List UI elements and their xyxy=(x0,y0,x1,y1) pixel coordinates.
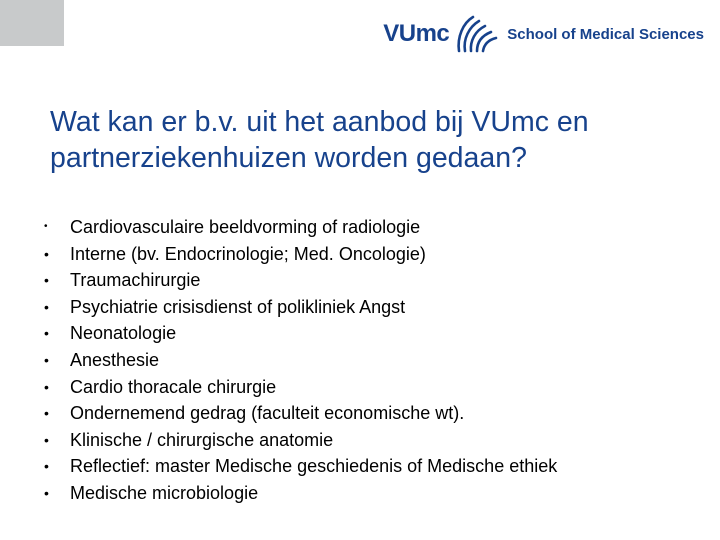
bullet-icon: • xyxy=(44,245,49,262)
list-item-text: Cardiovasculaire beeldvorming of radiologie xyxy=(70,217,421,237)
vumc-swirl-logo-icon xyxy=(453,11,499,57)
list-item xyxy=(42,294,702,321)
list-item-text: Cardio thoracale chirurgie xyxy=(70,376,277,397)
logo-school-text: School of Medical Sciences xyxy=(507,25,704,43)
list-item xyxy=(42,453,702,480)
bullet-icon: • xyxy=(44,458,49,475)
bullet-list xyxy=(42,214,702,507)
list-item-text: Reflectief: master Medische geschiedenis of Medische ethiek xyxy=(70,456,558,477)
logo-brand-text: VUmc xyxy=(383,20,450,47)
list-item xyxy=(42,427,702,454)
vumc-logo xyxy=(383,10,704,58)
list-item xyxy=(42,400,702,427)
list-item xyxy=(42,267,702,294)
list-item-text: Ondernemend gedrag (faculteit economische wt). xyxy=(70,403,465,424)
bullet-icon: • xyxy=(44,405,49,422)
bullet-icon: • xyxy=(44,351,49,368)
header-decor-bar xyxy=(0,0,64,46)
bullet-icon: • xyxy=(44,272,49,289)
list-item xyxy=(42,320,702,347)
list-item-text: Neonatologie xyxy=(70,323,177,344)
bullet-icon: • xyxy=(44,484,49,501)
bullet-icon: • xyxy=(44,325,49,342)
list-item-text: Medische microbiologie xyxy=(70,482,259,503)
list-item xyxy=(42,241,702,268)
bullet-icon: • xyxy=(44,298,49,315)
list-item xyxy=(42,374,702,401)
list-item-text: Traumachirurgie xyxy=(70,270,201,291)
bullet-icon: • xyxy=(44,221,48,232)
list-item-text: Anesthesie xyxy=(70,349,160,370)
slide-title: Wat kan er b.v. uit het aanbod bij VUmc en partnerziekenhuizen worden gedaan? xyxy=(50,106,589,174)
list-item xyxy=(42,347,702,374)
list-item xyxy=(42,480,702,507)
list-item-text: Klinische / chirurgische anatomie xyxy=(70,429,334,450)
bullet-icon: • xyxy=(44,431,49,448)
list-item-text: Interne (bv. Endocrinologie; Med. Oncologie) xyxy=(70,243,426,264)
bullet-icon: • xyxy=(44,378,49,395)
list-item-text: Psychiatrie crisisdienst of polikliniek Angst xyxy=(70,296,406,317)
list-item xyxy=(42,214,702,241)
